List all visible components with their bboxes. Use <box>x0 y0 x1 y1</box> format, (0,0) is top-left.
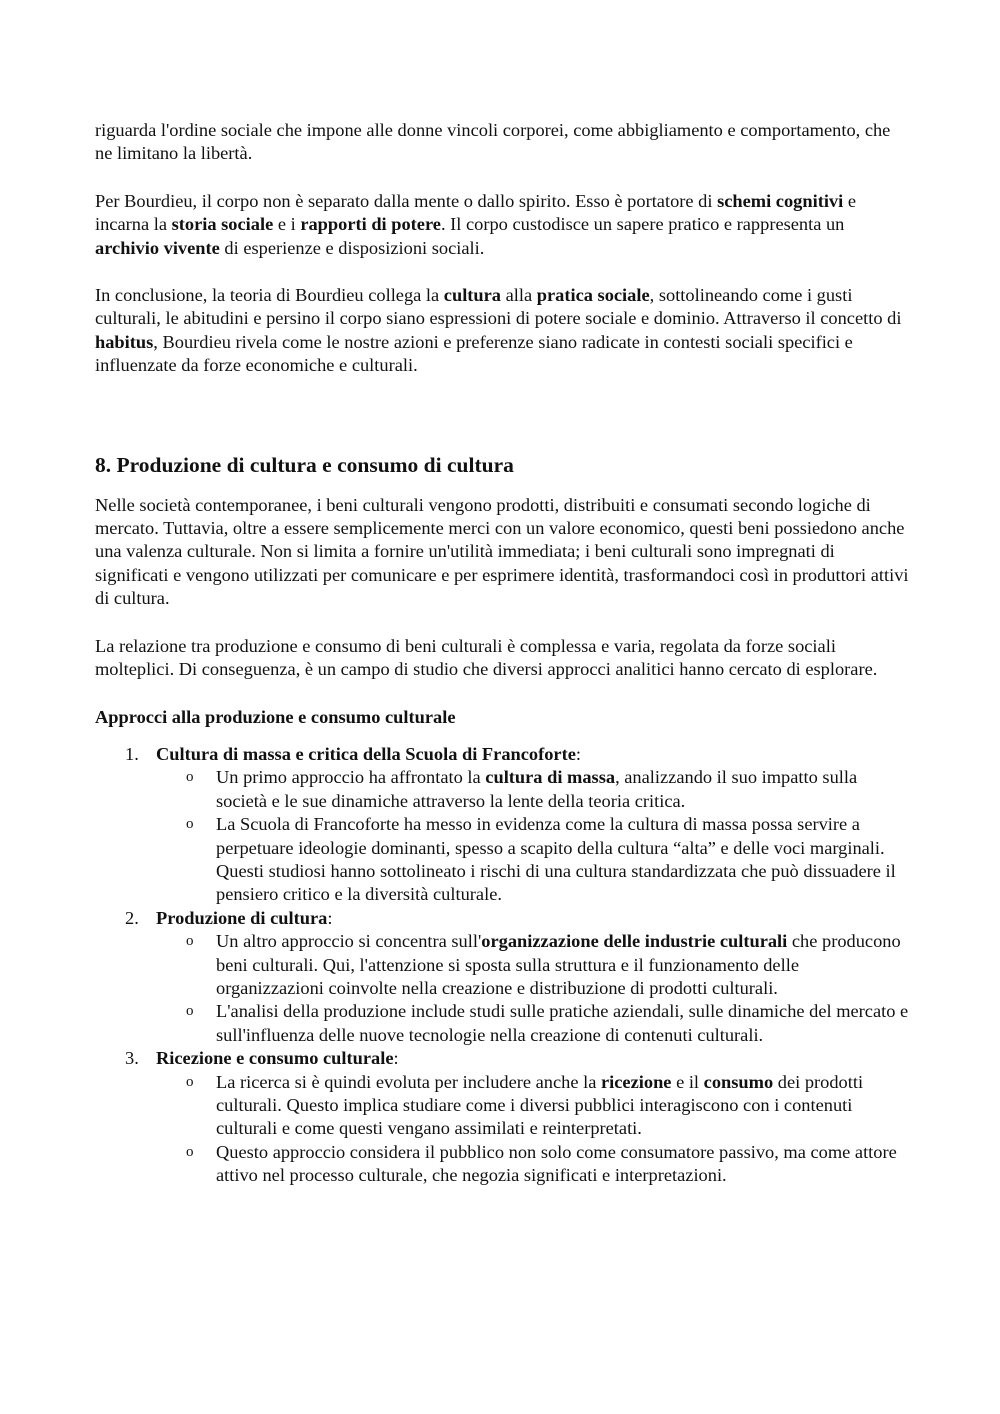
bullet-icon: o <box>186 933 194 950</box>
list-number: 1. <box>125 743 139 764</box>
list-item: 3. Ricezione e consumo culturale: o La ricerca si è quindi evoluta per includere anche la ricezione e il consumo dei prodotti culturali. Questo implica studiare come i diversi pubblici interagiscono con i contenuti culturali e come questi vengano assimilati e reinterpretati. o Questo approccio considera il pubblico non solo come consumatore passivo, ma come attore attivo nel processo culturale, che negozia significati e interpretazioni. <box>95 1047 910 1187</box>
sub-list <box>156 1071 910 1188</box>
sub-list-item: o La Scuola di Francoforte ha messo in evidenza come la cultura di massa possa servire a perpetuare ideologie dominanti, spesso a scapito della cultura “alta” e delle voci marginali. Questi studiosi hanno sottolineato i rischi di una cultura standardizzata che può dissuadere il pensiero critico e la diversità culturale. <box>186 814 896 905</box>
paragraph-production-consumption: La relazione tra produzione e consumo di beni culturali è complessa e varia, regolata da forze sociali molteplici. Di conseguenza, è un campo di studio che diversi approcci analitici hanno cercato di esplorare. <box>95 635 878 680</box>
approaches-list <box>95 743 910 1188</box>
page-content <box>95 119 910 1188</box>
sub-list-item: o Un altro approccio si concentra sull'organizzazione delle industrie culturali che producono beni culturali. Qui, l'attenzione si sposta sulla struttura e il funzionamento delle organizzazioni coinvolte nella creazione e distribuzione di prodotti culturali. <box>186 931 901 998</box>
list-item-title: Cultura di massa e critica della Scuola di Francoforte <box>156 743 576 764</box>
list-number: 2. <box>125 907 139 928</box>
sub-list <box>156 766 910 906</box>
sub-list <box>156 930 910 1047</box>
section-heading: 8. Produzione di cultura e consumo di cultura <box>95 452 514 477</box>
list-item: 2. Produzione di cultura: o Un altro approccio si concentra sull'organizzazione delle industrie culturali che producono beni culturali. Qui, l'attenzione si sposta sulla struttura e il funzionamento delle organizzazioni coinvolte nella creazione e distribuzione di prodotti culturali. o L'analisi della produzione include studi sulle pratiche aziendali, sulle dinamiche del mercato e sull'influenza delle nuove tecnologie nella creazione di contenuti culturali. <box>95 907 910 1047</box>
list-item-title: Ricezione e consumo culturale <box>156 1048 394 1069</box>
sub-list-item: o L'analisi della produzione include studi sulle pratiche aziendali, sulle dinamiche del mercato e sull'influenza delle nuove tecnologie nella creazione di contenuti culturali. <box>186 1001 909 1045</box>
list-item-title: Produzione di cultura <box>156 907 328 928</box>
subheading-approaches: Approcci alla produzione e consumo culturale <box>95 706 456 727</box>
bullet-icon: o <box>186 1073 194 1090</box>
bullet-icon: o <box>186 769 194 786</box>
sub-list-item: o La ricerca si è quindi evoluta per includere anche la ricezione e il consumo dei prodotti culturali. Questo implica studiare come i diversi pubblici interagiscono con i contenuti culturali e come questi vengano assimilati e reinterpretati. <box>186 1071 864 1139</box>
list-number: 3. <box>125 1048 139 1069</box>
paragraph-cultural-goods: Nelle società contemporanee, i beni culturali vengono prodotti, distribuiti e consumati secondo logiche di mercato. Tuttavia, oltre a essere semplicemente merci con un valore economico, questi beni possiedono anche una valenza culturale. Non si limita a fornire un'utilità immediata; i beni culturali sono impregnati di significati e vengono utilizzati per comunicare e per esprimere identità, trasformandoci così in produttori attivi di cultura. <box>95 494 909 609</box>
list-item: 1. Cultura di massa e critica della Scuola di Francoforte: o Un primo approccio ha affrontato la cultura di massa, analizzando il suo impatto sulla società e le sue dinamiche attraverso la lente della teoria critica. o La Scuola di Francoforte ha messo in evidenza come la cultura di massa possa servire a perpetuare ideologie dominanti, spesso a scapito della cultura “alta” e delle voci marginali. Questi studiosi hanno sottolineato i rischi di una cultura standardizzata che può dissuadere il pensiero critico e la diversità culturale. <box>95 743 910 907</box>
paragraph-body-and-habitus: Per Bourdieu, il corpo non è separato dalla mente o dallo spirito. Esso è portatore di schemi cognitivi e incarna la storia sociale e i rapporti di potere. Il corpo custodisce un sapere pratico e rappresenta un archivio vivente di esperienze e disposizioni sociali. <box>95 190 856 258</box>
sub-list-item: o Questo approccio considera il pubblico non solo come consumatore passivo, ma come attore attivo nel processo culturale, che negozia significati e interpretazioni. <box>186 1141 897 1186</box>
bullet-icon: o <box>186 816 194 833</box>
paragraph-conclusion: In conclusione, la teoria di Bourdieu collega la cultura alla pratica sociale, sottolineando come i gusti culturali, le abitudini e persino il corpo siano espressioni di potere sociale e dominio. Attraverso il concetto di habitus, Bourdieu rivela come le nostre azioni e preferenze siano radicate in contesti sociali specifici e influenzate da forze economiche e culturali. <box>95 285 902 376</box>
bullet-icon: o <box>186 1003 194 1020</box>
paragraph-body-constraints: riguarda l'ordine sociale che impone alle donne vincoli corporei, come abbigliamento e comportamento, che ne limitano la libertà. <box>95 120 891 164</box>
sub-list-item: o Un primo approccio ha affrontato la cultura di massa, analizzando il suo impatto sulla società e le sue dinamiche attraverso la lente della teoria critica. <box>186 767 858 811</box>
bullet-icon: o <box>186 1143 194 1160</box>
